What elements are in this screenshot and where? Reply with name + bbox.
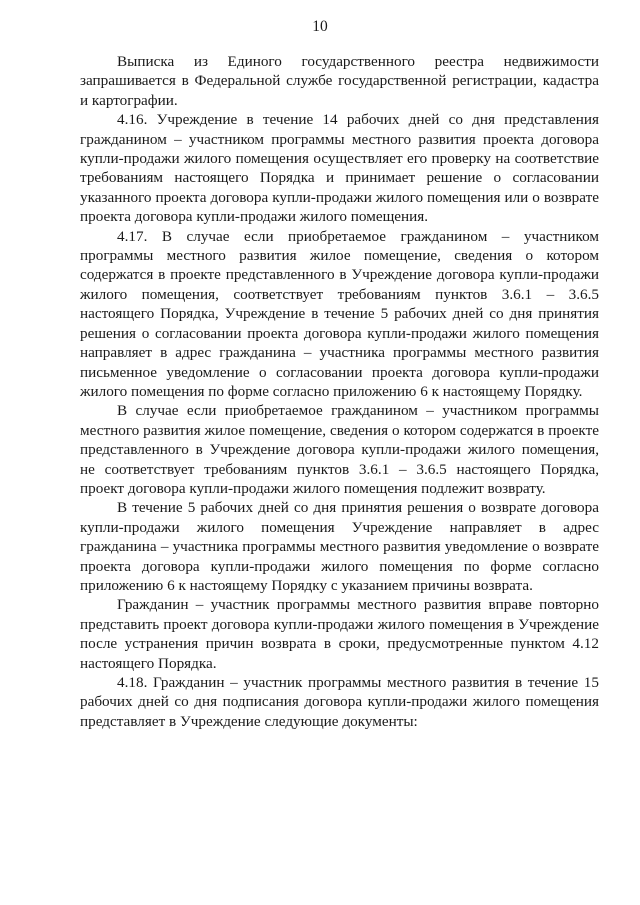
paragraph-resubmission: Гражданин – участник программы местного развития вправе повторно представить проект договора купли-продажи жилого помещения в Учреждение после устранения причин возврата в сроки, предусмотренные пунктом 4.12 настоящего Порядка.: [80, 596, 599, 672]
paragraph-nonconformity: В случае если приобретаемое гражданином – участником программы местного развития жилое помещение, сведения о котором содержатся в проекте представленного в Учреждение договора купли-продажи жилого помещения, не соответствует требованиям пунктов 3.6.1 – 3.6.5 настоящего Порядка, проект договора купли-продажи жилого помещения подлежит возврату.: [80, 402, 599, 497]
paragraph-4-18: 4.18. Гражданин – участник программы местного развития в течение 15 рабочих дней со дня подписания договора купли-продажи жилого помещения представляет в Учреждение следующие документы:: [80, 674, 599, 730]
page-number: 10: [312, 18, 328, 35]
paragraph-4-16: 4.16. Учреждение в течение 14 рабочих дней со дня представления гражданином – участником программы местного развития проекта договора купли-продажи жилого помещения осуществляет его проверку на соответствие требованиям настоящего Порядка и принимает решение о согласовании указанного проекта договора купли-продажи жилого помещения или о возврате проекта договора купли-продажи жилого помещения.: [80, 111, 599, 226]
paragraph-4-17: 4.17. В случае если приобретаемое гражданином – участником программы местного развития жилое помещение, сведения о котором содержатся в проекте представленного в Учреждение договора купли-продажи жилого помещения, соответствует требованиям пунктов 3.6.1 – 3.6.5 настоящего Порядка, Учреждение в течение 5 рабочих дней со дня принятия решения о согласовании проекта договора купли-продажи жилого помещения направляет в адрес гражданина – участника программы местного развития письменное уведомление о согласовании проекта договора купли-продажи жилого помещения по форме согласно приложению 6 к настоящему Порядку.: [80, 227, 599, 400]
paragraph-return-notice: В течение 5 рабочих дней со дня принятия решения о возврате договора купли-продажи жилого помещения Учреждение направляет в адрес гражданина – участника программы местного развития уведомление о возврате проекта договора купли-продажи жилого помещения по форме согласно приложению 6 к настоящему Порядку с указанием причины возврата.: [80, 499, 599, 594]
paragraph-egrn-extract: Выписка из Единого государственного реестра недвижимости запрашивается в Федеральной службе государственной регистрации, кадастра и картографии.: [80, 53, 599, 109]
document-body: [80, 52, 599, 731]
